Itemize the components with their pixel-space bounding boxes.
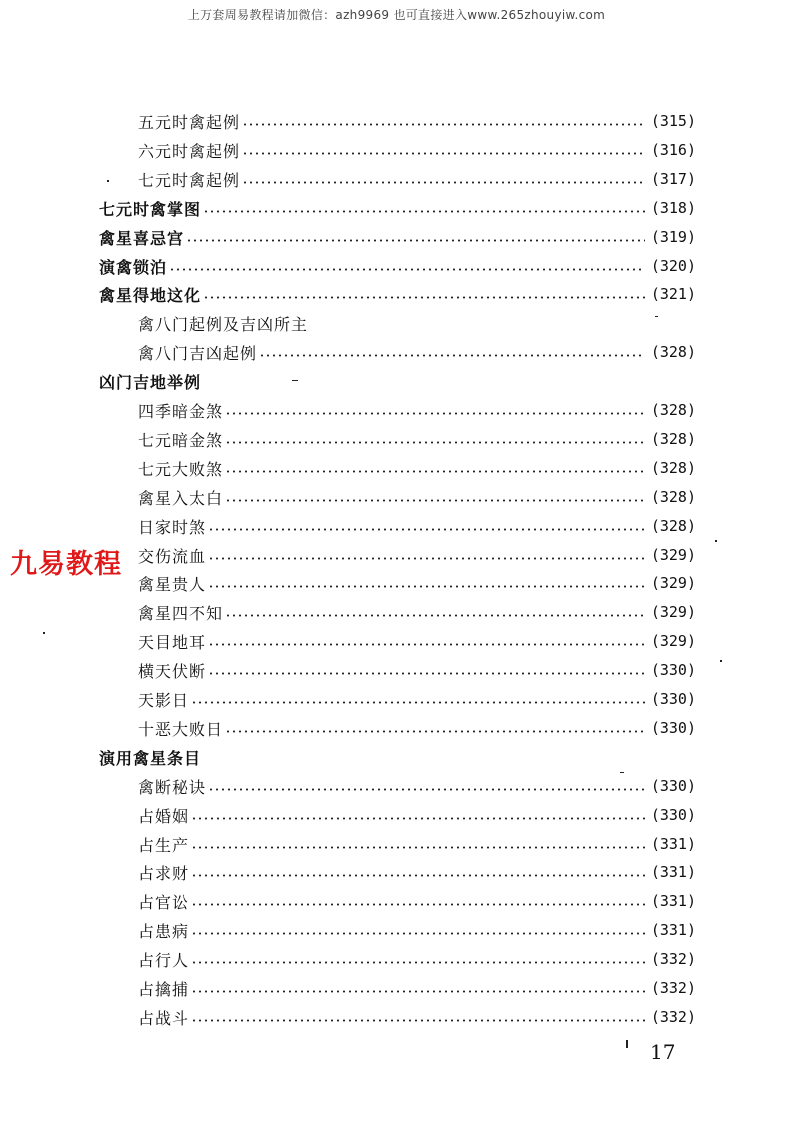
toc-entry-title: 占婚姻	[138, 806, 190, 826]
dot-leader	[203, 210, 645, 213]
toc-entry-row	[138, 165, 696, 193]
dot-leader	[225, 614, 645, 617]
toc-entry-row	[138, 656, 696, 684]
dot-leader	[225, 412, 645, 415]
toc-entry-page: (331)	[650, 863, 696, 881]
toc-entry-row	[138, 1003, 696, 1031]
dot-leader	[225, 441, 645, 444]
toc-entry-page: (329)	[650, 574, 696, 592]
dot-leader	[208, 672, 645, 675]
scan-speck	[107, 180, 109, 182]
toc-entry-row	[138, 714, 696, 742]
dot-leader	[203, 296, 645, 299]
dot-leader	[191, 817, 645, 820]
toc-entry-title: 七元暗金煞	[138, 430, 224, 450]
toc-entry-title: 禽八门起例及吉凶所主	[138, 314, 309, 334]
scan-speck	[292, 380, 298, 381]
toc-entry-row	[138, 598, 696, 626]
toc-entry-row	[138, 569, 696, 597]
toc-entry-title: 四季暗金煞	[138, 401, 224, 421]
toc-entry-row	[138, 945, 696, 973]
dot-leader	[208, 585, 645, 588]
toc-entry-row	[138, 136, 696, 164]
toc-entry-page: (331)	[650, 921, 696, 939]
toc-entry-row	[138, 830, 696, 858]
toc-entry-page: (330)	[650, 719, 696, 737]
toc-section-row	[99, 367, 696, 395]
toc-entry-page: (317)	[650, 170, 696, 188]
toc-section-row	[99, 252, 696, 280]
dot-leader	[191, 1019, 645, 1022]
toc-entry-row	[138, 309, 696, 337]
toc-entry-title: 七元时禽掌图	[99, 199, 202, 219]
toc-entry-title: 占患病	[138, 921, 190, 941]
scan-speck	[655, 316, 658, 317]
dot-leader	[169, 268, 645, 271]
toc-entry-page: (330)	[650, 661, 696, 679]
toc-entry-page: (319)	[650, 228, 696, 246]
dot-leader	[191, 903, 645, 906]
toc-entry-row	[138, 483, 696, 511]
toc-entry-page: (328)	[650, 430, 696, 448]
watermark-logo: 九易教程	[8, 542, 124, 581]
toc-entry-row	[138, 396, 696, 424]
toc-entry-title: 演禽锁泊	[99, 257, 168, 277]
toc-section-row	[99, 280, 696, 308]
dot-leader	[186, 239, 645, 242]
dot-leader	[208, 528, 645, 531]
dot-leader	[191, 701, 645, 704]
toc-entry-page: (315)	[650, 112, 696, 130]
toc-entry-title: 七元时禽起例	[138, 170, 241, 190]
toc-entry-title: 占行人	[138, 950, 190, 970]
toc-entry-row	[138, 772, 696, 800]
toc-entry-title: 占擒捕	[138, 979, 190, 999]
toc-entry-page: (321)	[650, 285, 696, 303]
toc-entry-row	[138, 107, 696, 135]
toc-entry-page: (329)	[650, 632, 696, 650]
toc-section-row	[99, 743, 696, 771]
scan-speck	[620, 772, 624, 773]
toc-entry-title: 禽星贵人	[138, 574, 207, 594]
dot-leader	[242, 123, 645, 126]
toc-entry-title: 占生产	[138, 835, 190, 855]
toc-entry-title: 天目地耳	[138, 632, 207, 652]
page-number: 17	[650, 1040, 676, 1064]
toc-entry-page: (329)	[650, 603, 696, 621]
toc-entry-title: 凶门吉地举例	[99, 372, 202, 392]
toc-entry-title: 五元时禽起例	[138, 112, 241, 132]
toc-entry-page: (318)	[650, 199, 696, 217]
dot-leader	[242, 152, 645, 155]
dot-leader	[225, 499, 645, 502]
toc-entry-row	[138, 512, 696, 540]
dot-leader	[191, 846, 645, 849]
toc-entry-page: (328)	[650, 517, 696, 535]
toc-entry-row	[138, 338, 696, 366]
toc-entry-title: 禽星入太白	[138, 488, 224, 508]
dot-leader	[191, 990, 645, 993]
toc-entry-row	[138, 541, 696, 569]
toc-entry-title: 横天伏断	[138, 661, 207, 681]
toc-entry-title: 交伤流血	[138, 546, 207, 566]
toc-entry-title: 占求财	[138, 863, 190, 883]
toc-entry-page: (332)	[650, 979, 696, 997]
toc-section-row	[99, 194, 696, 222]
toc-entry-row	[138, 685, 696, 713]
page-header-banner: 上万套周易教程请加微信：azh9969 也可直接进入www.265zhouyiw.com	[187, 8, 606, 22]
toc-entry-title: 禽八门吉凶起例	[138, 343, 258, 363]
dot-leader	[208, 788, 645, 791]
toc-entry-row	[138, 627, 696, 655]
toc-entry-title: 六元时禽起例	[138, 141, 241, 161]
dot-leader	[208, 557, 645, 560]
dot-leader	[208, 643, 645, 646]
scan-speck	[720, 660, 722, 662]
toc-entry-row	[138, 425, 696, 453]
toc-section-row	[99, 223, 696, 251]
toc-entry-page: (328)	[650, 488, 696, 506]
toc-entry-row	[138, 858, 696, 886]
toc-entry-row	[138, 974, 696, 1002]
toc-entry-page: (331)	[650, 892, 696, 910]
toc-entry-title: 禽星得地这化	[99, 285, 202, 305]
toc-entry-page: (316)	[650, 141, 696, 159]
toc-entry-page: (328)	[650, 459, 696, 477]
toc-entry-page: (330)	[650, 806, 696, 824]
toc-entry-title: 日家时煞	[138, 517, 207, 537]
dot-leader	[225, 730, 645, 733]
toc-entry-page: (331)	[650, 835, 696, 853]
toc-entry-title: 演用禽星条目	[99, 748, 202, 768]
dot-leader	[191, 874, 645, 877]
toc-entry-page: (332)	[650, 950, 696, 968]
scan-speck	[626, 1040, 628, 1048]
dot-leader	[225, 470, 645, 473]
toc-entry-row	[138, 916, 696, 944]
toc-entry-page: (328)	[650, 401, 696, 419]
toc-entry-page: (329)	[650, 546, 696, 564]
scan-speck	[715, 540, 717, 542]
toc-entry-page: (330)	[650, 690, 696, 708]
toc-entry-title: 禽断秘诀	[138, 777, 207, 797]
toc-entry-title: 天影日	[138, 690, 190, 710]
toc-entry-title: 禽星四不知	[138, 603, 224, 623]
toc-entry-row	[138, 887, 696, 915]
toc-entry-page: (320)	[650, 257, 696, 275]
toc-entry-row	[138, 454, 696, 482]
toc-entry-title: 七元大败煞	[138, 459, 224, 479]
toc-entry-title: 占官讼	[138, 892, 190, 912]
toc-entry-title: 占战斗	[138, 1008, 190, 1028]
toc-entry-row	[138, 801, 696, 829]
toc-entry-title: 十恶大败日	[138, 719, 224, 739]
toc-entry-page: (332)	[650, 1008, 696, 1026]
dot-leader	[191, 961, 645, 964]
toc-entry-page: (328)	[650, 343, 696, 361]
dot-leader	[191, 932, 645, 935]
dot-leader	[259, 354, 645, 357]
toc-entry-title: 禽星喜忌宫	[99, 228, 185, 248]
scan-speck	[43, 632, 45, 634]
toc-entry-page: (330)	[650, 777, 696, 795]
dot-leader	[242, 181, 645, 184]
